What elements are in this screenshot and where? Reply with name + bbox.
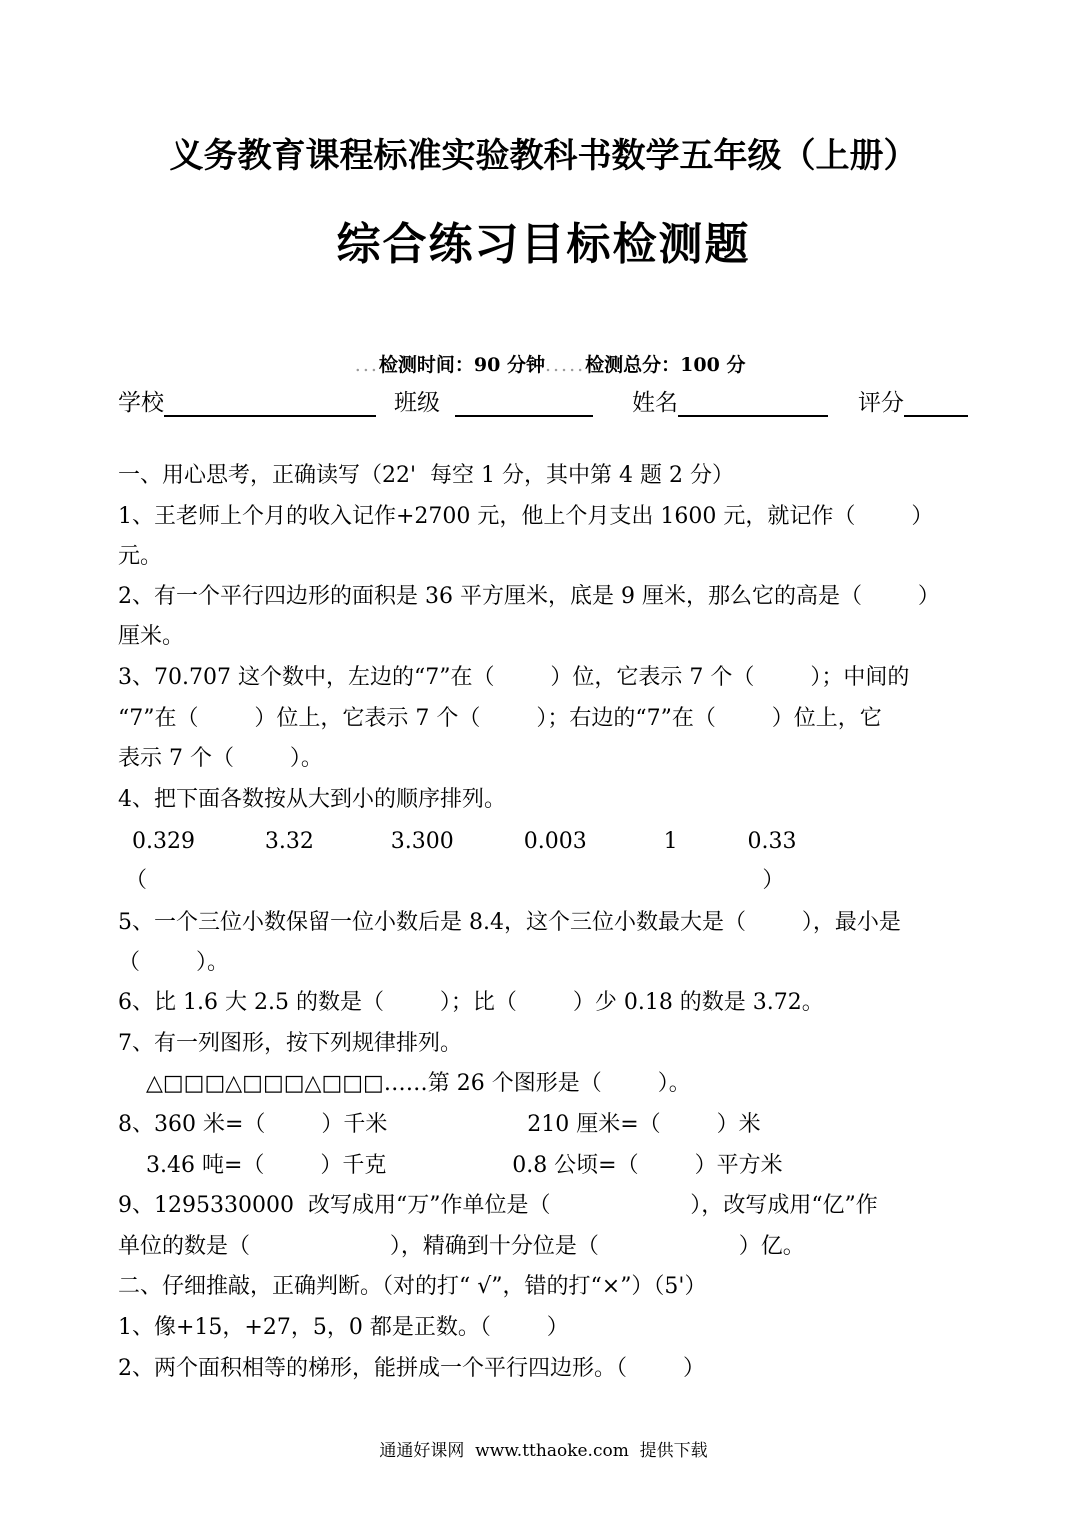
paper-title: 义务教育课程标准实验教科书数学五年级（上册）: [169, 136, 918, 176]
question-line: 厘米。: [118, 624, 185, 649]
class-blank[interactable]: [455, 389, 593, 417]
exam-total-score: 检测总分：100 分: [585, 354, 746, 376]
shape-pattern: △□□□△□□□△□□□……第 26 个图形是（ ）。: [118, 1071, 691, 1096]
question-line: 1、王老师上个月的收入记作+2700 元，他上个月支出 1600 元，就记作（ ）: [118, 504, 934, 529]
question-line: 3.46 吨=（ ）千克 0.8 公顷=（ ）平方米: [118, 1153, 783, 1178]
dot-leader: .....: [544, 354, 586, 376]
question-line: 7、有一列图形，按下列规律排列。: [118, 1031, 462, 1056]
answer-brackets: （ ）: [118, 868, 785, 893]
class-field[interactable]: [394, 384, 593, 417]
name-label: 姓名: [632, 390, 678, 416]
school-blank[interactable]: [164, 389, 376, 417]
question-line: 1、像+15，+27，5，0 都是正数。（ ）: [118, 1315, 569, 1340]
question-line: 2、两个面积相等的梯形，能拼成一个平行四边形。（ ）: [118, 1356, 705, 1381]
footer-source: 通通好课网 www.tthaoke.com 提供下载: [379, 1441, 708, 1461]
question-line: 6、比 1.6 大 2.5 的数是（ ）；比（ ）少 0.18 的数是 3.72。: [118, 990, 824, 1015]
exam-time: 检测时间：90 分钟: [378, 354, 545, 376]
question-line: 3、70.707 这个数中，左边的“7”在（ ）位，它表示 7 个（ ）；中间的: [118, 665, 910, 690]
section-2-heading: 二、仔细推敲，正确判断。（对的打“ √”，错的打“×”）（5'）: [118, 1274, 707, 1299]
school-label: 学校: [118, 390, 164, 416]
question-line: 5、一个三位小数保留一位小数后是 8.4，这个三位小数最大是（ ），最小是: [118, 910, 901, 935]
name-blank[interactable]: [678, 389, 828, 417]
class-label: 班级: [394, 390, 440, 416]
question-line: 元。: [118, 544, 163, 569]
school-field[interactable]: [118, 384, 376, 417]
question-line: 9、1295330000 改写成用“万”作单位是（ ），改写成用“亿”作: [118, 1193, 878, 1218]
exam-meta: [0, 328, 1087, 377]
question-line: “7”在（ ）位上，它表示 7 个（ ）；右边的“7”在（ ）位上，它: [118, 706, 882, 731]
number-list: 0.329 3.32 3.300 0.003 1 0.33: [118, 829, 797, 854]
question-line: 8、360 米=（ ）千米 210 厘米=（ ）米: [118, 1112, 761, 1137]
name-field[interactable]: [632, 384, 828, 417]
question-line: 4、把下面各数按从大到小的顺序排列。: [118, 787, 506, 812]
question-line: 单位的数是（ ），精确到十分位是（ ）亿。: [118, 1234, 805, 1259]
grade-label: 评分: [858, 390, 904, 416]
question-line: 2、有一个平行四边形的面积是 36 平方厘米，底是 9 厘米，那么它的高是（ ）: [118, 584, 940, 609]
question-line: 表示 7 个（ ）。: [118, 746, 323, 771]
student-info-row: [118, 384, 970, 420]
paper-subtitle: 综合练习目标检测题: [336, 219, 751, 270]
dot-leader: ...: [354, 354, 379, 376]
grade-field[interactable]: [858, 384, 968, 417]
question-line: （ ）。: [118, 950, 229, 975]
section-1-heading: 一、用心思考，正确读写（22' 每空 1 分，其中第 4 题 2 分）: [118, 463, 734, 488]
grade-blank[interactable]: [904, 389, 968, 417]
